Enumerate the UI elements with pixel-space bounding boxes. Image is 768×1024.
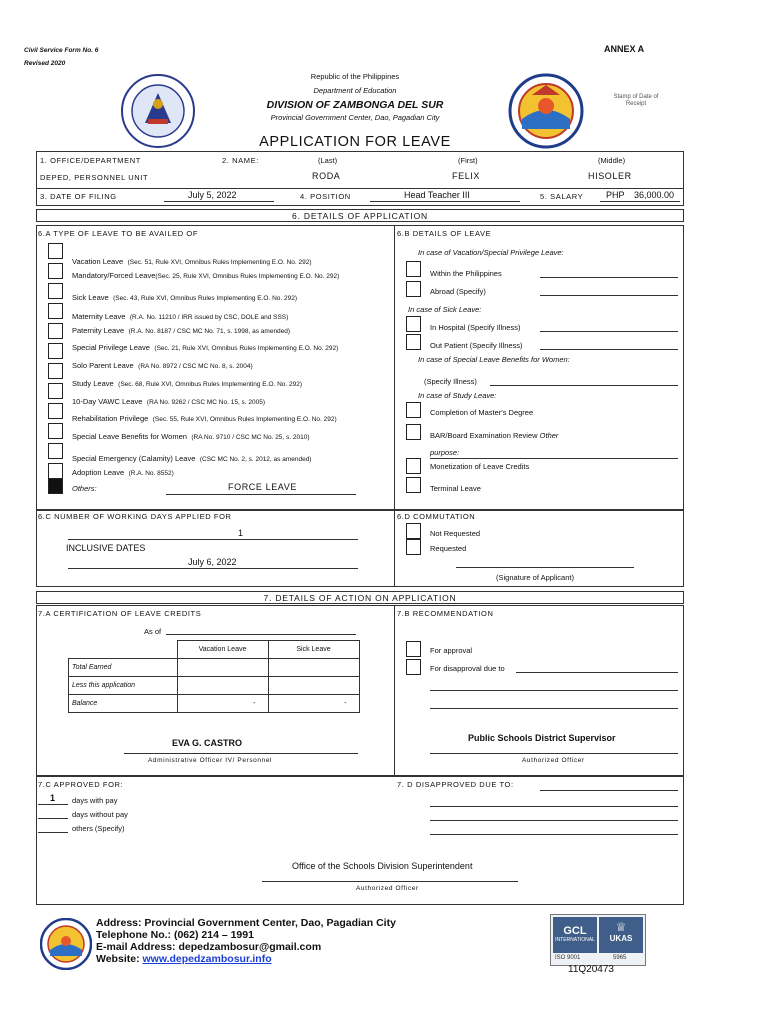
leave-credits-heading: 7.A CERTIFICATION OF LEAVE CREDITS xyxy=(38,609,202,618)
leave-credits-table xyxy=(68,640,360,713)
division-address: Provincial Government Center, Dao, Pagadian City xyxy=(270,113,440,122)
bar-review-label: BAR/Board Examination Review Other xyxy=(430,431,559,440)
details-of-leave-heading: 6.B DETAILS OF LEAVE xyxy=(397,229,492,238)
maternity-leave-checkbox[interactable] xyxy=(48,303,63,319)
section-6-header: 6. DETAILS OF APPLICATION xyxy=(36,209,684,222)
position-value: Head Teacher III xyxy=(404,190,470,200)
out-patient-label: Out Patient (Specify Illness) xyxy=(430,341,523,350)
inclusive-dates-value: July 6, 2022 xyxy=(188,557,237,567)
working-days-value: 1 xyxy=(238,528,244,538)
days-without-pay-label: days without pay xyxy=(72,810,128,819)
deped-seal-logo xyxy=(120,73,196,149)
for-disapproval-label: For disapproval due to xyxy=(430,664,505,673)
recommendation-signatory-title: Authorized Officer xyxy=(522,757,585,764)
department-text: Department of Education xyxy=(313,86,397,95)
division-title: DIVISION OF ZAMBONGA DEL SUR xyxy=(266,99,444,111)
salary-value: 36,000.00 xyxy=(634,190,675,200)
days-with-pay-label: days with pay xyxy=(72,796,118,805)
total-earned-row: Total Earned xyxy=(69,659,178,677)
specify-illness-label: (Specify Illness) xyxy=(424,377,477,386)
in-hospital-checkbox[interactable] xyxy=(406,316,421,332)
solo-parent-leave-checkbox[interactable] xyxy=(48,363,63,379)
gcl-ukas-cert-logo xyxy=(550,914,646,966)
special-privilege-leave-checkbox[interactable] xyxy=(48,343,63,359)
leave-type-item: Solo Parent Leave (RA No. 8972 / CSC MC No. 8, s. 2004) xyxy=(72,361,253,370)
leave-type-item: Special Privilege Leave (Sec. 21, Rule XVI, Omnibus Rules Implementing E.O. No. 292) xyxy=(72,343,339,352)
vacation-leave-checkbox[interactable] xyxy=(48,243,63,259)
commutation-heading: 6.D COMMUTATION xyxy=(397,512,476,521)
others-label: Others: xyxy=(72,484,97,493)
leave-type-heading: 6.A TYPE OF LEAVE TO BE AVAILED OF xyxy=(38,229,199,238)
republic-text: Republic of the Philippines xyxy=(310,72,400,81)
gcl-logo: GCL INTERNATIONAL xyxy=(553,917,597,953)
first-name-label: (First) xyxy=(458,156,478,165)
sick-leave-column: Sick Leave xyxy=(268,641,359,659)
office-label: 1. OFFICE/DEPARTMENT xyxy=(40,156,141,165)
sick-case-heading: In case of Sick Leave: xyxy=(408,305,482,314)
within-philippines-label: Within the Philippines xyxy=(430,269,502,278)
leave-type-item: Vacation Leave (Sec. 51, Rule XVI, Omnibus Rules Implementing E.O. No. 292) xyxy=(72,257,312,266)
credits-signatory-title: Administrative Officer IV/ Personnel xyxy=(148,757,273,764)
purpose-label: purpose: xyxy=(430,448,460,457)
masters-degree-checkbox[interactable] xyxy=(406,402,421,418)
first-name-value: FELIX xyxy=(452,171,481,181)
rehabilitation-leave-checkbox[interactable] xyxy=(48,423,63,439)
position-label: 4. POSITION xyxy=(300,192,351,201)
study-case-heading: In case of Study Leave: xyxy=(418,391,497,400)
not-requested-label: Not Requested xyxy=(430,529,481,538)
name-label: 2. NAME: xyxy=(222,156,259,165)
authorized-officer-label: Authorized Officer xyxy=(356,885,419,892)
mandatory-leave-checkbox[interactable] xyxy=(48,263,63,279)
section-7-header: 7. DETAILS OF ACTION ON APPLICATION xyxy=(36,591,684,604)
leave-type-item: Study Leave (Sec. 68, Rule XVI, Omnibus Rules Implementing E.O. No. 292) xyxy=(72,379,303,388)
middle-name-label: (Middle) xyxy=(598,156,626,165)
footer-division-seal xyxy=(40,918,92,970)
office-sds-label: Office of the Schools Division Superintendent xyxy=(292,861,473,871)
balance-vacation-value: - xyxy=(177,695,268,713)
vacation-leave-column: Vacation Leave xyxy=(177,641,268,659)
filing-value: July 5, 2022 xyxy=(188,190,237,200)
annex-label: ANNEX A xyxy=(604,44,645,54)
terminal-leave-checkbox[interactable] xyxy=(406,477,421,493)
leave-type-item: Mandatory/Forced Leave(Sec. 25, Rule XVI, Omnibus Rules Implementing E.O. No. 292) xyxy=(72,271,340,280)
iso-label: ISO 9001 xyxy=(555,955,581,961)
ukas-logo: ♕ UKAS xyxy=(599,917,643,953)
footer-website-link[interactable]: www.depedzambosur.info xyxy=(142,953,272,965)
as-of-label: As of xyxy=(144,627,162,636)
women-case-heading: In case of Special Leave Benefits for Women: xyxy=(418,355,570,364)
form-number: Civil Service Form No. 6 xyxy=(24,47,99,54)
leave-type-item: Rehabilitation Privilege (Sec. 55, Rule XVI, Omnibus Rules Implementing E.O. No. 292) xyxy=(72,414,337,423)
leave-type-item: Special Leave Benefits for Women (RA No. 9710 / CSC MC No. 25, s. 2010) xyxy=(72,432,310,441)
abroad-label: Abroad (Specify) xyxy=(430,287,486,296)
vawc-leave-checkbox[interactable] xyxy=(48,403,63,419)
form-revised: Revised 2020 xyxy=(24,60,66,67)
leave-type-item: Sick Leave (Sec. 43, Rule XVI, Omnibus Rules Implementing E.O. No. 292) xyxy=(72,293,298,302)
division-seal-logo xyxy=(508,73,584,149)
study-leave-checkbox[interactable] xyxy=(48,383,63,399)
days-with-pay-value: 1 xyxy=(50,793,56,803)
working-days-heading: 6.C NUMBER OF WORKING DAYS APPLIED FOR xyxy=(38,512,232,521)
requested-label: Requested xyxy=(430,544,467,553)
inclusive-dates-label: INCLUSIVE DATES xyxy=(66,543,146,553)
vacation-case-heading: In case of Vacation/Special Privilege Leave: xyxy=(418,248,564,257)
for-approval-checkbox[interactable] xyxy=(406,641,421,657)
others-leave-checkbox[interactable] xyxy=(48,478,63,494)
balance-sick-value: - xyxy=(268,695,359,713)
calamity-leave-checkbox[interactable] xyxy=(48,463,63,479)
for-disapproval-checkbox[interactable] xyxy=(406,659,421,675)
others-specify-label: others (Specify) xyxy=(72,824,125,833)
footer-telephone: Telephone No.: (062) 214 – 1991 xyxy=(96,929,254,941)
in-hospital-label: In Hospital (Specify Illness) xyxy=(430,323,521,332)
recommendation-signatory: Public Schools District Supervisor xyxy=(468,733,616,743)
salary-label: 5. SALARY xyxy=(540,192,584,201)
footer-contact-block xyxy=(96,917,396,965)
filing-label: 3. DATE OF FILING xyxy=(40,192,117,201)
not-requested-checkbox[interactable] xyxy=(406,523,421,539)
stamp-of-date-label: Stamp of Date of Receipt xyxy=(613,94,659,107)
paternity-leave-checkbox[interactable] xyxy=(48,323,63,339)
less-application-row: Less this application xyxy=(69,677,178,695)
leave-type-item: Paternity Leave (R.A. No. 8187 / CSC MC No. 71, s. 1998, as amended) xyxy=(72,326,291,335)
within-philippines-checkbox[interactable] xyxy=(406,261,421,277)
terminal-leave-label: Terminal Leave xyxy=(430,484,481,493)
leave-type-item: Maternity Leave (R.A. No. 11210 / IRR issued by CSC, DOLE and SSS) xyxy=(72,312,289,321)
salary-currency: PHP xyxy=(606,190,625,200)
leave-type-item: Adoption Leave (R.A. No. 8552) xyxy=(72,468,174,477)
masters-degree-label: Completion of Master's Degree xyxy=(430,408,534,417)
leave-type-item: Special Emergency (Calamity) Leave (CSC MC No. 2, s. 2012, as amended) xyxy=(72,454,312,463)
others-value: FORCE LEAVE xyxy=(228,482,297,492)
office-value: DEPED, PERSONNEL UNIT xyxy=(40,173,149,182)
signature-of-applicant-label: (Signature of Applicant) xyxy=(496,573,574,582)
approved-for-heading: 7.C APPROVED FOR: xyxy=(38,780,124,789)
out-patient-checkbox[interactable] xyxy=(406,334,421,350)
cert-code: 11Q20473 xyxy=(568,964,614,975)
footer-email: E-mail Address: depedzambosur@gmail.com xyxy=(96,941,322,953)
monetization-label: Monetization of Leave Credits xyxy=(430,462,530,471)
leave-type-item: 10-Day VAWC Leave (RA No. 9262 / CSC MC No. 15, s. 2005) xyxy=(72,397,266,406)
for-approval-label: For approval xyxy=(430,646,473,655)
monetization-checkbox[interactable] xyxy=(406,458,421,474)
form-title: APPLICATION FOR LEAVE xyxy=(259,134,451,150)
footer-address: Address: Provincial Government Center, Dao, Pagadian City xyxy=(96,917,396,929)
bar-review-checkbox[interactable] xyxy=(406,424,421,440)
middle-name-value: HISOLER xyxy=(588,171,632,181)
disapproved-heading: 7. D DISAPPROVED DUE TO: xyxy=(397,780,514,789)
last-name-label: (Last) xyxy=(318,156,338,165)
requested-checkbox[interactable] xyxy=(406,539,421,555)
abroad-checkbox[interactable] xyxy=(406,281,421,297)
footer-website-line: Website: www.depedzambosur.info xyxy=(96,953,272,965)
sick-leave-checkbox[interactable] xyxy=(48,283,63,299)
recommendation-heading: 7.B RECOMMENDATION xyxy=(397,609,494,618)
women-benefit-leave-checkbox[interactable] xyxy=(48,443,63,459)
last-name-value: RODA xyxy=(312,171,341,181)
credits-signatory-name: EVA G. CASTRO xyxy=(172,738,243,748)
ukas-number: 5965 xyxy=(613,955,627,961)
balance-row: Balance xyxy=(69,695,178,713)
